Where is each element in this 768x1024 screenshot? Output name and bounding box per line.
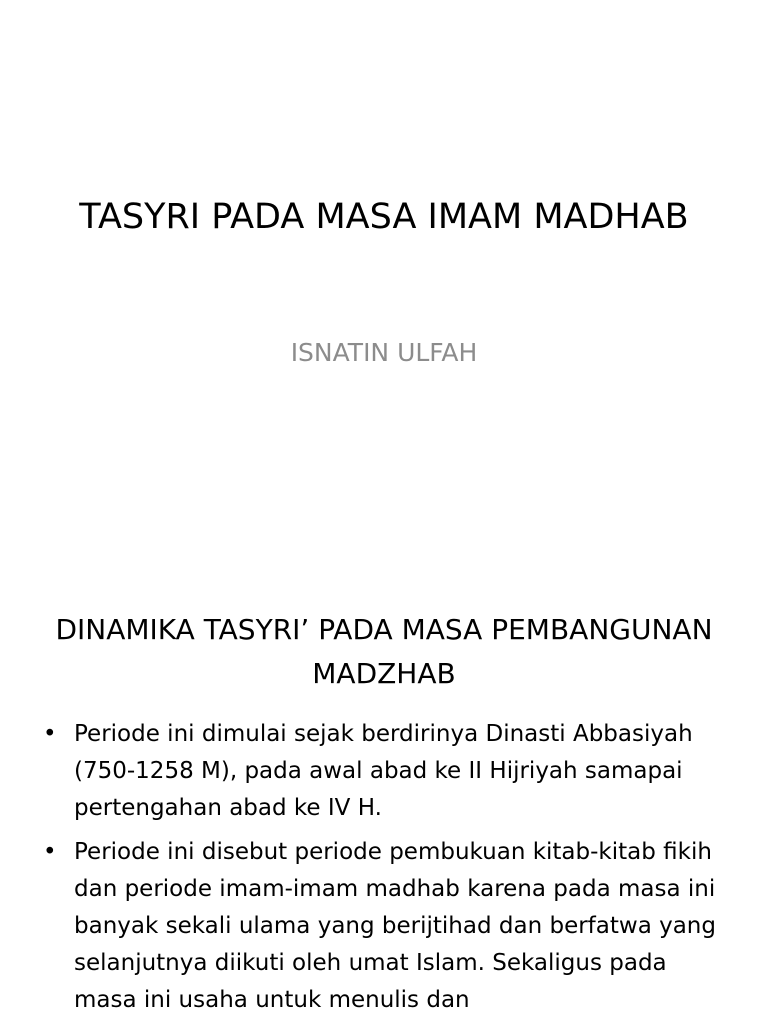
- slide-subtitle-author: ISNATIN ULFAH: [290, 338, 478, 367]
- bullet-dot-icon: •: [43, 721, 57, 747]
- bullet-item: [0, 716, 768, 827]
- content-slide-title: DINAMIKA TASYRI’ PADA MASA PEMBANGUNAN MADZHAB: [55, 613, 713, 690]
- bullet-text: Periode ini disebut periode pembukuan kitab-kitab fikih dan periode imam-imam madhab karena pada masa ini banyak sekali ulama yang berijtihad dan berfatwa yang selanjutnya diikuti oleh umat Islam. Sekaligus pada masa ini usaha untuk menulis dan: [74, 839, 716, 1013]
- bullet-item: [0, 834, 768, 1019]
- bullet-text: Periode ini dimulai sejak berdirinya Dinasti Abbasiyah (750-1258 M), pada awal abad ke II Hijriyah samapai pertengahan abad ke IV H.: [74, 721, 693, 821]
- bullet-list: [0, 716, 768, 1024]
- slide-title: TASYRI PADA MASA IMAM MADHAB: [79, 197, 689, 237]
- content-slide: [0, 576, 768, 1024]
- bullet-dot-icon: •: [43, 839, 57, 865]
